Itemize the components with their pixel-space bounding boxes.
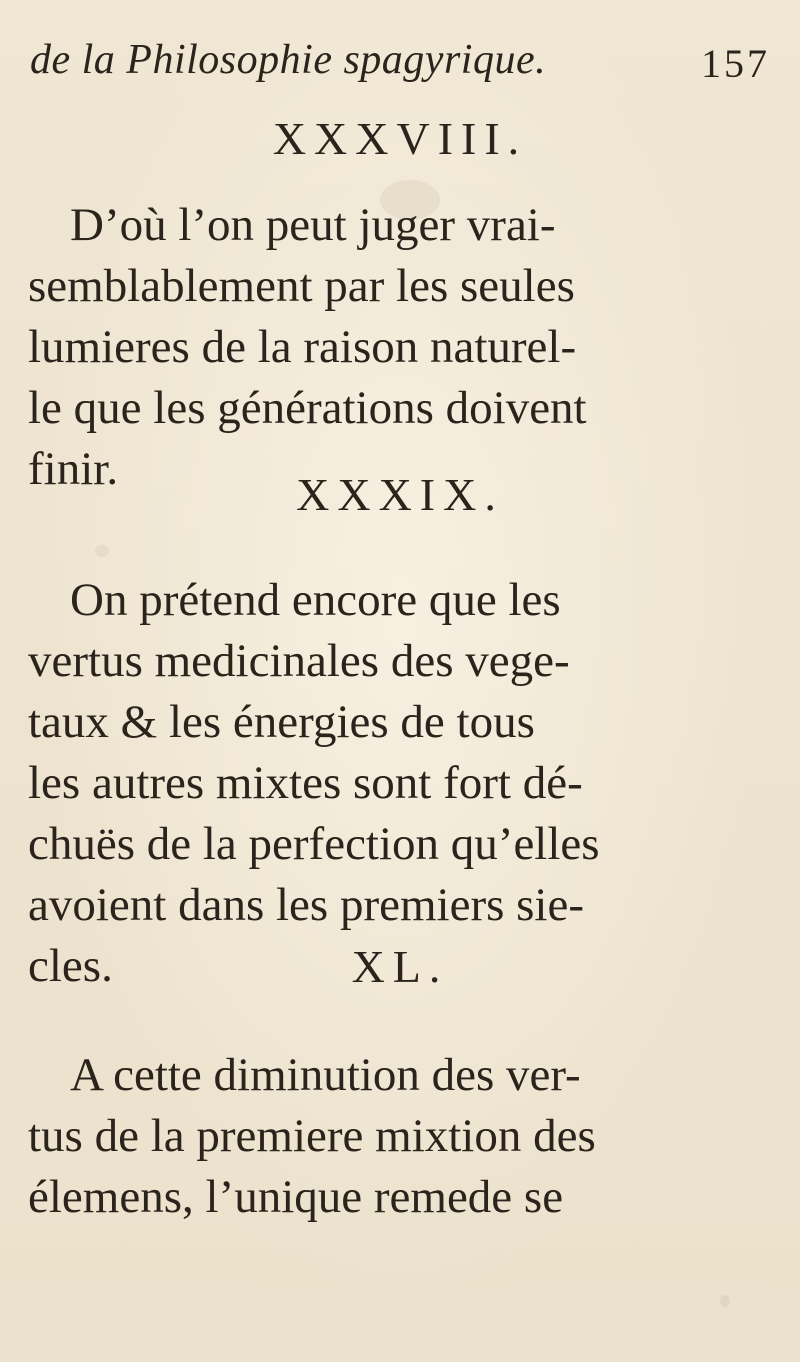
text-line: On prétend encore que les: [70, 574, 561, 626]
paper-stain: [95, 545, 109, 557]
text-line: chuës de la perfection qu’elles: [28, 818, 600, 870]
section-heading-40: XL.: [351, 941, 449, 992]
text-line: lumieres de la raison naturel-: [28, 321, 577, 373]
text-line: les autres mixtes sont fort dé-: [28, 757, 583, 809]
section-38-text: [28, 195, 758, 500]
text-line: cles.: [28, 940, 113, 992]
running-title: de la Philosophie spagyrique.: [30, 37, 547, 83]
text-line: élemens, l’unique remede se: [28, 1171, 564, 1223]
paper-stain: [720, 1295, 730, 1307]
section-40-text: [28, 1045, 758, 1228]
page-number: 157: [701, 41, 770, 86]
text-line: taux & les énergies de tous: [28, 696, 535, 748]
section-39-text: [28, 570, 758, 997]
section-heading-39: XXXIX.: [296, 469, 504, 520]
text-line: avoient dans les premiers sie-: [28, 879, 584, 931]
text-line: D’où l’on peut juger vrai-: [70, 199, 556, 251]
text-line: le que les générations doivent: [28, 382, 587, 434]
text-line: finir.: [28, 443, 119, 495]
page-header: [30, 30, 770, 100]
text-line: semblablement par les seules: [28, 260, 575, 312]
text-line: A cette diminution des ver-: [70, 1049, 581, 1101]
text-line: vertus medicinales des vege-: [28, 635, 570, 687]
section-heading-38: XXXVIII.: [272, 113, 528, 164]
text-line: tus de la premiere mixtion des: [28, 1110, 596, 1162]
